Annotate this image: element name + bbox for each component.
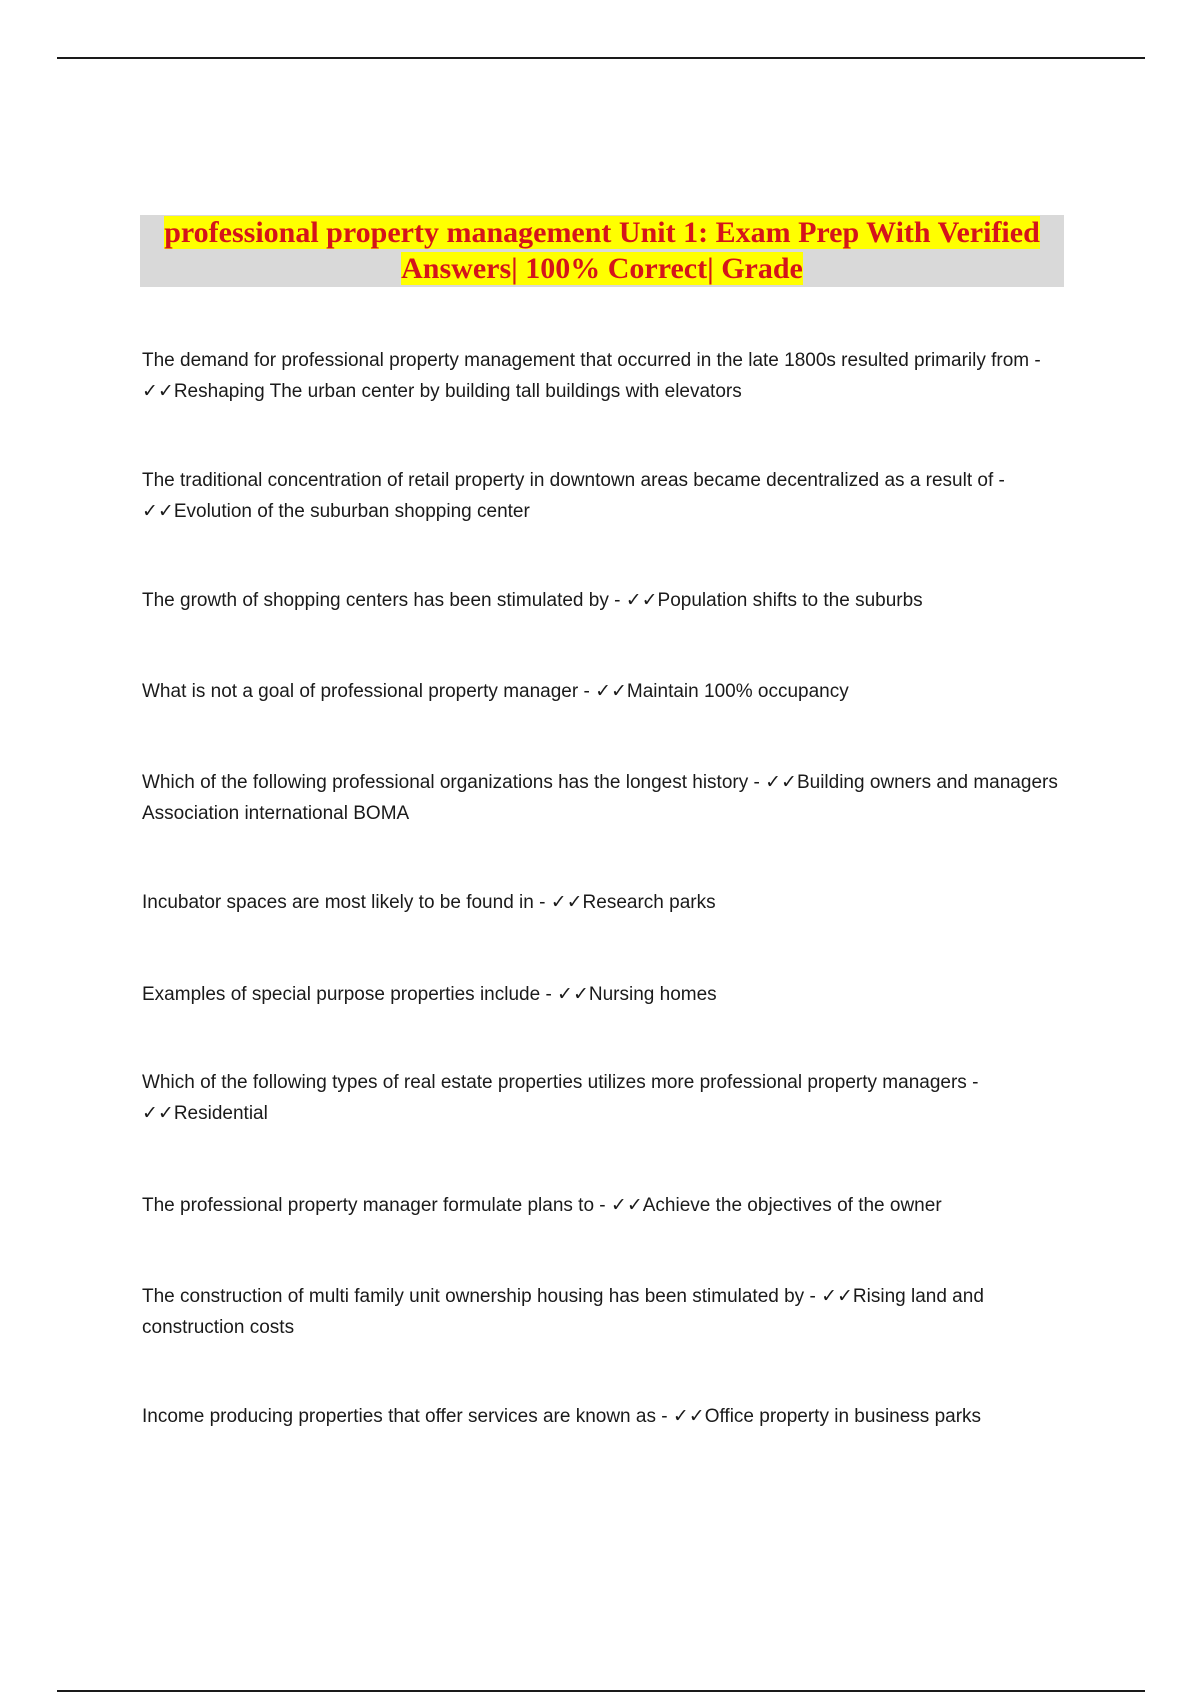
qa-item: The traditional concentration of retail property in downtown areas became decentralized as a result of - ✓✓Evolution of the suburban shopping center bbox=[142, 470, 1005, 522]
qa-item: The demand for professional property management that occurred in the late 1800s resulted primarily from - ✓✓Reshaping The urban center by building tall buildings with elevators bbox=[142, 350, 1041, 402]
bottom-rule bbox=[57, 1690, 1145, 1692]
document-title bbox=[162, 215, 1042, 287]
qa-item: What is not a goal of professional property manager - ✓✓Maintain 100% occupancy bbox=[142, 681, 849, 702]
qa-item: Examples of special purpose properties include - ✓✓Nursing homes bbox=[142, 984, 717, 1005]
qa-item: The construction of multi family unit ownership housing has been stimulated by - ✓✓Rising land and construction costs bbox=[142, 1286, 984, 1338]
qa-item: The professional property manager formulate plans to - ✓✓Achieve the objectives of the owner bbox=[142, 1195, 942, 1216]
title-banner bbox=[140, 215, 1064, 287]
qa-item: Incubator spaces are most likely to be found in - ✓✓Research parks bbox=[142, 892, 716, 913]
qa-item: The growth of shopping centers has been stimulated by - ✓✓Population shifts to the suburbs bbox=[142, 590, 923, 611]
qa-item: Which of the following types of real estate properties utilizes more professional property managers - ✓✓Residential bbox=[142, 1072, 979, 1124]
top-rule bbox=[57, 57, 1145, 59]
qa-item: Income producing properties that offer services are known as - ✓✓Office property in business parks bbox=[142, 1406, 982, 1427]
qa-item: Which of the following professional organizations has the longest history - ✓✓Building owners and managers Association international BOMA bbox=[142, 772, 1058, 824]
document-title-text: professional property management Unit 1: Exam Prep With Verified Answers| 100% Correct| Grade bbox=[164, 216, 1040, 285]
